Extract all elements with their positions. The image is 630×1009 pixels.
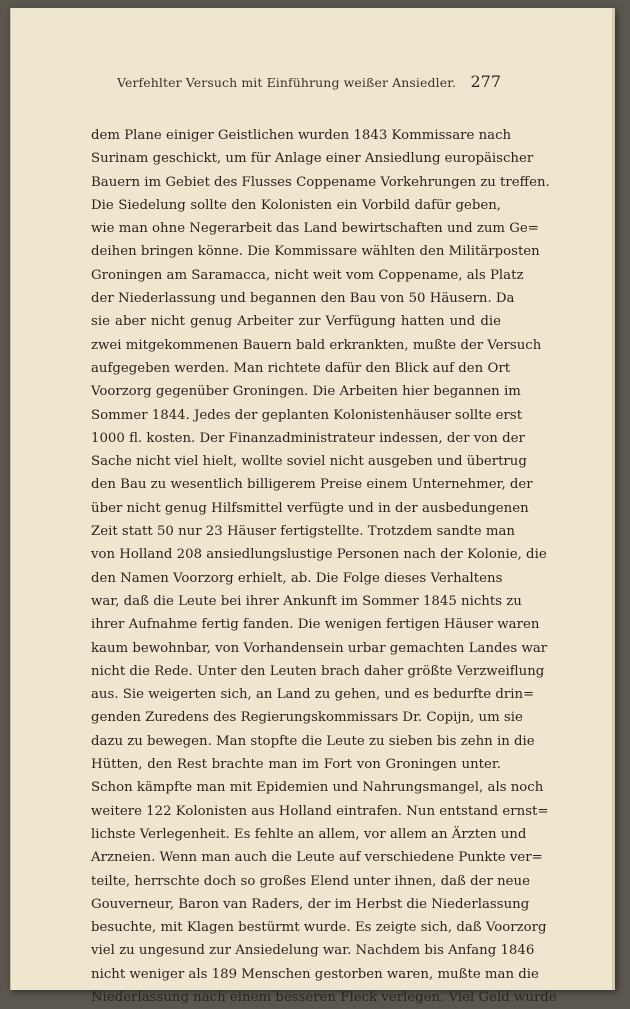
text-line: Groningen am Saramacca, nicht weit vom Coppename, als Platz xyxy=(91,267,524,283)
text-line: viel zu ungesund zur Ansiedelung war. Nachdem bis Anfang 1846 xyxy=(91,943,535,959)
text-line: 1000 fl. kosten. Der Finanzadministrateur indessen, der von der xyxy=(91,430,525,446)
text-line: sie aber nicht genug Arbeiter zur Verfügung hatten und die xyxy=(91,314,501,330)
text-line: Gouverneur, Baron van Raders, der im Herbst die Niederlassung xyxy=(91,896,530,912)
text-line: weitere 122 Kolonisten aus Holland eintrafen. Nun entstand ernst= xyxy=(91,803,549,819)
text-line: wie man ohne Negerarbeit das Land bewirtschaften und zum Ge= xyxy=(91,221,539,237)
text-line: Arzneien. Wenn man auch die Leute auf verschiedene Punkte ver= xyxy=(91,850,543,866)
text-line: deihen bringen könne. Die Kommissare wählten den Militärposten xyxy=(91,244,540,260)
text-line: Zeit statt 50 nur 23 Häuser fertigstellte. Trotzdem sandte man xyxy=(91,524,515,540)
text-line: lichste Verlegenheit. Es fehlte an allem, vor allem an Ärzten und xyxy=(91,826,527,842)
text-line: dem Plane einiger Geistlichen wurden 1843 Kommissare nach xyxy=(91,128,512,143)
book-page xyxy=(10,8,615,1005)
text-line: teilte, herrschte doch so großes Elend unter ihnen, daß der neue xyxy=(91,873,530,889)
text-line: Hütten, den Rest brachte man im Fort von Groningen unter. xyxy=(91,757,501,773)
text-line: von Holland 208 ansiedlungslustige Personen nach der Kolonie, die xyxy=(91,547,547,563)
text-line: Voorzorg gegenüber Groningen. Die Arbeiten hier begannen im xyxy=(91,384,521,400)
text-line: Schon kämpfte man mit Epidemien und Nahrungsmangel, als noch xyxy=(91,780,544,796)
running-head: Verfehlter Versuch mit Einführung weißer Ansiedler. xyxy=(117,75,456,90)
text-line: Surinam geschickt, um für Anlage einer Ansiedlung europäischer xyxy=(91,151,534,167)
text-line: Bauern im Gebiet des Flusses Coppename Vorkehrungen zu treffen. xyxy=(91,174,550,190)
text-line: genden Zuredens des Regierungskommissars Dr. Copijn, um sie xyxy=(91,710,523,726)
text-line: zwei mitgekommenen Bauern bald erkrankten, mußte der Versuch xyxy=(91,337,542,353)
text-line: der Niederlassung und begannen den Bau von 50 Häusern. Da xyxy=(91,291,515,307)
text-line: Niederlassung nach einem besseren Fleck verlegen. Viel Geld wurde xyxy=(91,989,557,1005)
text-line: ihrer Aufnahme fertig fanden. Die wenigen fertigen Häuser waren xyxy=(91,617,540,633)
text-line: aufgegeben werden. Man richtete dafür den Blick auf den Ort xyxy=(91,360,511,376)
page-number: 277 xyxy=(470,72,501,91)
text-line: Sommer 1844. Jedes der geplanten Kolonistenhäuser sollte erst xyxy=(91,407,523,423)
page-edge xyxy=(612,8,615,990)
text-line: kaum bewohnbar, von Vorhandensein urbar gemachten Landes war xyxy=(91,640,548,656)
body-text xyxy=(91,124,557,1009)
text-line: aus. Sie weigerten sich, an Land zu gehen, und es bedurfte drin= xyxy=(91,687,535,703)
text-line: den Bau zu wesentlich billigerem Preise einem Unternehmer, der xyxy=(91,477,533,493)
text-line: den Namen Voorzorg erhielt, ab. Die Folge dieses Verhaltens xyxy=(91,570,503,586)
text-line: dazu zu bewegen. Man stopfte die Leute zu sieben bis zehn in die xyxy=(91,733,535,749)
text-line: nicht die Rede. Unter den Leuten brach daher größte Verzweiflung xyxy=(91,663,545,679)
text-line: besuchte, mit Klagen bestürmt wurde. Es zeigte sich, daß Voorzorg xyxy=(91,920,547,936)
text-line: nicht weniger als 189 Menschen gestorben waren, mußte man die xyxy=(91,966,539,982)
page-header xyxy=(117,72,501,94)
text-line: Die Siedelung sollte den Kolonisten ein Vorbild dafür geben, xyxy=(91,197,501,213)
text-line: Sache nicht viel hielt, wollte soviel nicht ausgeben und übertrug xyxy=(91,454,527,470)
text-line: über nicht genug Hilfsmittel verfügte und in der ausbedungenen xyxy=(91,500,529,516)
text-line: war, daß die Leute bei ihrer Ankunft im Sommer 1845 nichts zu xyxy=(91,593,522,609)
